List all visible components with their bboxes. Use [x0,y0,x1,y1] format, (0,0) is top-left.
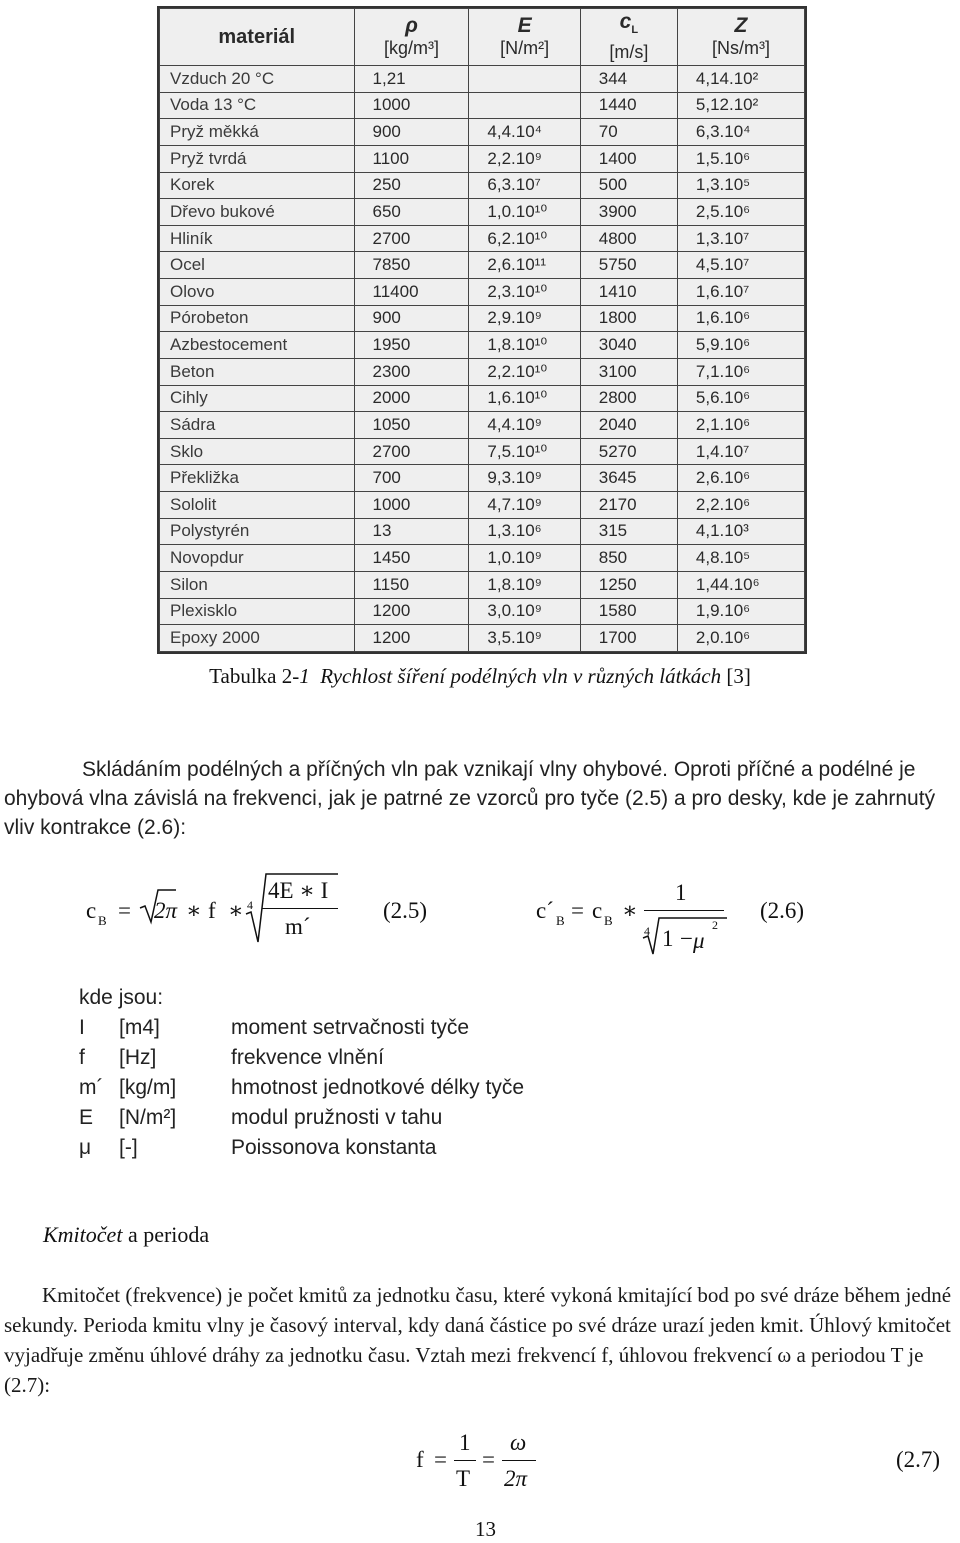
table-row [160,92,805,119]
cell-density: 250 [354,172,469,199]
cell-modulus [469,66,580,93]
cell-material: Cihly [160,385,355,412]
cell-density: 1200 [354,625,469,652]
table-row [160,571,805,598]
cell-density: 7850 [354,252,469,279]
section-heading: Kmitočet a perioda [43,1222,210,1247]
cell-material: Epoxy 2000 [160,625,355,652]
cell-modulus: 1,8.10⁹ [469,571,580,598]
cell-material: Sádra [160,412,355,439]
cell-impedance: 4,8.10⁵ [677,545,804,572]
cell-density: 1200 [354,598,469,625]
cell-material: Silon [160,571,355,598]
table-row [160,252,805,279]
cell-modulus: 2,2.10⁹ [469,145,580,172]
cell-material: Sklo [160,438,355,465]
cell-modulus: 6,2.10¹⁰ [469,225,580,252]
table-row [160,492,805,519]
table-row [160,412,805,439]
cell-modulus: 1,0.10¹⁰ [469,199,580,226]
fraction-bar [644,910,724,911]
table-row [160,119,805,146]
cell-modulus: 2,2.10¹⁰ [469,358,580,385]
cell-material: Olovo [160,279,355,306]
cell-modulus: 2,9.10⁹ [469,305,580,332]
cell-material: Pryž tvrdá [160,145,355,172]
cell-speed: 1410 [580,279,677,306]
cell-speed: 5750 [580,252,677,279]
table-row [160,332,805,359]
cell-density: 2700 [354,438,469,465]
table-row [160,199,805,226]
cell-density: 1050 [354,412,469,439]
table-body [160,66,805,652]
header-impedance: Z [Ns/m³] [677,9,804,66]
page-number: 13 [475,1517,496,1541]
cell-material: Pryž měkká [160,119,355,146]
cell-impedance: 1,9.10⁶ [677,598,804,625]
cell-speed: 4800 [580,225,677,252]
cell-material: Dřevo bukové [160,199,355,226]
table-header-row [160,9,805,66]
cell-modulus: 6,3.10⁷ [469,172,580,199]
table-row [160,438,805,465]
cell-density: 2700 [354,225,469,252]
cell-modulus: 7,5.10¹⁰ [469,438,580,465]
cell-density: 2000 [354,385,469,412]
cell-material: Polystyrén [160,518,355,545]
cell-density: 1000 [354,92,469,119]
table-row [160,385,805,412]
cell-speed: 1700 [580,625,677,652]
cell-speed: 3040 [580,332,677,359]
paragraph-bending-waves: Skládáním podélných a příčných vln pak vznikají vlny ohybové. Oproti příčné a podélné je ohybová vlna závislá na frekvenci, jak je patrné ze vzorců pro tyče (2.5) a pro desky, kde je zahrnutý vliv kontrakce (2.6): [4,758,936,839]
cell-speed: 3900 [580,199,677,226]
cell-modulus: 1,6.10¹⁰ [469,385,580,412]
cell-speed: 3645 [580,465,677,492]
table-row [160,172,805,199]
cell-speed: 1400 [580,145,677,172]
cell-impedance: 2,2.10⁶ [677,492,804,519]
cell-modulus: 4,4.10⁹ [469,412,580,439]
cell-modulus: 1,3.10⁶ [469,518,580,545]
cell-impedance: 4,1.10³ [677,518,804,545]
cell-impedance: 6,3.10⁴ [677,119,804,146]
cell-modulus: 3,5.10⁹ [469,625,580,652]
header-modulus: E [N/m²] [469,9,580,66]
table-row [160,145,805,172]
cell-impedance: 5,9.10⁶ [677,332,804,359]
cell-modulus: 2,3.10¹⁰ [469,279,580,306]
cell-modulus: 9,3.10⁹ [469,465,580,492]
cell-material: Pórobeton [160,305,355,332]
header-material: materiál [160,9,355,66]
fraction-bar [502,1460,536,1461]
cell-speed: 3100 [580,358,677,385]
cell-speed: 2170 [580,492,677,519]
cell-impedance: 2,5.10⁶ [677,199,804,226]
paragraph-frequency: Kmitočet (frekvence) je počet kmitů za jednotku času, které vykoná kmitající bod po své dráze během jedné sekundy. Perioda kmitu vlny je časový interval, kdy daná částice po své dráze urazí jeden kmit. Úhlový kmitočet vyjadřuje změnu úhlové dráhy za jednotku času. Vztah mezi frekvencí f, úhlovou frekvencí ω a periodou T je (2.7): [4,1283,952,1397]
table-row [160,465,805,492]
cell-modulus: 4,4.10⁴ [469,119,580,146]
cell-material: Vzduch 20 °C [160,66,355,93]
cell-speed: 1250 [580,571,677,598]
cell-speed: 5270 [580,438,677,465]
cell-impedance: 4,14.10² [677,66,804,93]
table-caption: Tabulka 2-1 Rychlost šíření podélných vln v různých látkách [3] [209,664,751,688]
cell-material: Novopdur [160,545,355,572]
cell-impedance: 1,6.10⁶ [677,305,804,332]
cell-material: Sololit [160,492,355,519]
table-row [160,598,805,625]
cell-impedance: 2,0.10⁶ [677,625,804,652]
fraction-bar [454,1460,476,1461]
cell-material: Azbestocement [160,332,355,359]
cell-density: 1100 [354,145,469,172]
cell-speed: 70 [580,119,677,146]
cell-speed: 500 [580,172,677,199]
fraction-bar [262,908,338,909]
table-row [160,305,805,332]
cell-modulus: 1,0.10⁹ [469,545,580,572]
material-table-scan [157,6,807,654]
cell-density: 2300 [354,358,469,385]
cell-density: 650 [354,199,469,226]
cell-impedance: 1,3.10⁷ [677,225,804,252]
cell-speed: 1580 [580,598,677,625]
cell-modulus: 1,8.10¹⁰ [469,332,580,359]
cell-impedance: 2,1.10⁶ [677,412,804,439]
cell-density: 900 [354,305,469,332]
table-row [160,518,805,545]
table-row [160,625,805,652]
table-row [160,358,805,385]
cell-impedance: 7,1.10⁶ [677,358,804,385]
cell-density: 1150 [354,571,469,598]
header-density: ρ [kg/m³] [354,9,469,66]
cell-density: 1450 [354,545,469,572]
cell-material: Překližka [160,465,355,492]
cell-impedance: 2,6.10⁶ [677,465,804,492]
cell-speed: 850 [580,545,677,572]
cell-speed: 2040 [580,412,677,439]
cell-impedance: 1,5.10⁶ [677,145,804,172]
cell-impedance: 4,5.10⁷ [677,252,804,279]
cell-impedance: 1,44.10⁶ [677,571,804,598]
cell-material: Ocel [160,252,355,279]
cell-material: Beton [160,358,355,385]
cell-density: 700 [354,465,469,492]
header-speed: $c_L$ [m/s] [580,9,677,66]
table-row [160,225,805,252]
material-table [159,8,805,652]
cell-modulus [469,92,580,119]
cell-impedance: 1,4.10⁷ [677,438,804,465]
cell-modulus: 3,0.10⁹ [469,598,580,625]
cell-material: Voda 13 °C [160,92,355,119]
cell-material: Hliník [160,225,355,252]
cell-modulus: 4,7.10⁹ [469,492,580,519]
cell-density: 1950 [354,332,469,359]
cell-speed: 1800 [580,305,677,332]
cell-speed: 344 [580,66,677,93]
cell-speed: 315 [580,518,677,545]
cell-modulus: 2,6.10¹¹ [469,252,580,279]
table-row [160,279,805,306]
cell-impedance: 5,6.10⁶ [677,385,804,412]
cell-speed: 2800 [580,385,677,412]
cell-density: 13 [354,518,469,545]
cell-material: Plexisklo [160,598,355,625]
cell-density: 1,21 [354,66,469,93]
cell-impedance: 1,3.10⁵ [677,172,804,199]
table-row [160,66,805,93]
definitions-intro: kde jsou: [79,986,164,1009]
cell-impedance: 5,12.10² [677,92,804,119]
cell-density: 11400 [354,279,469,306]
cell-impedance: 1,6.10⁷ [677,279,804,306]
table-row [160,545,805,572]
cell-density: 1000 [354,492,469,519]
cell-density: 900 [354,119,469,146]
cell-material: Korek [160,172,355,199]
cell-speed: 1440 [580,92,677,119]
